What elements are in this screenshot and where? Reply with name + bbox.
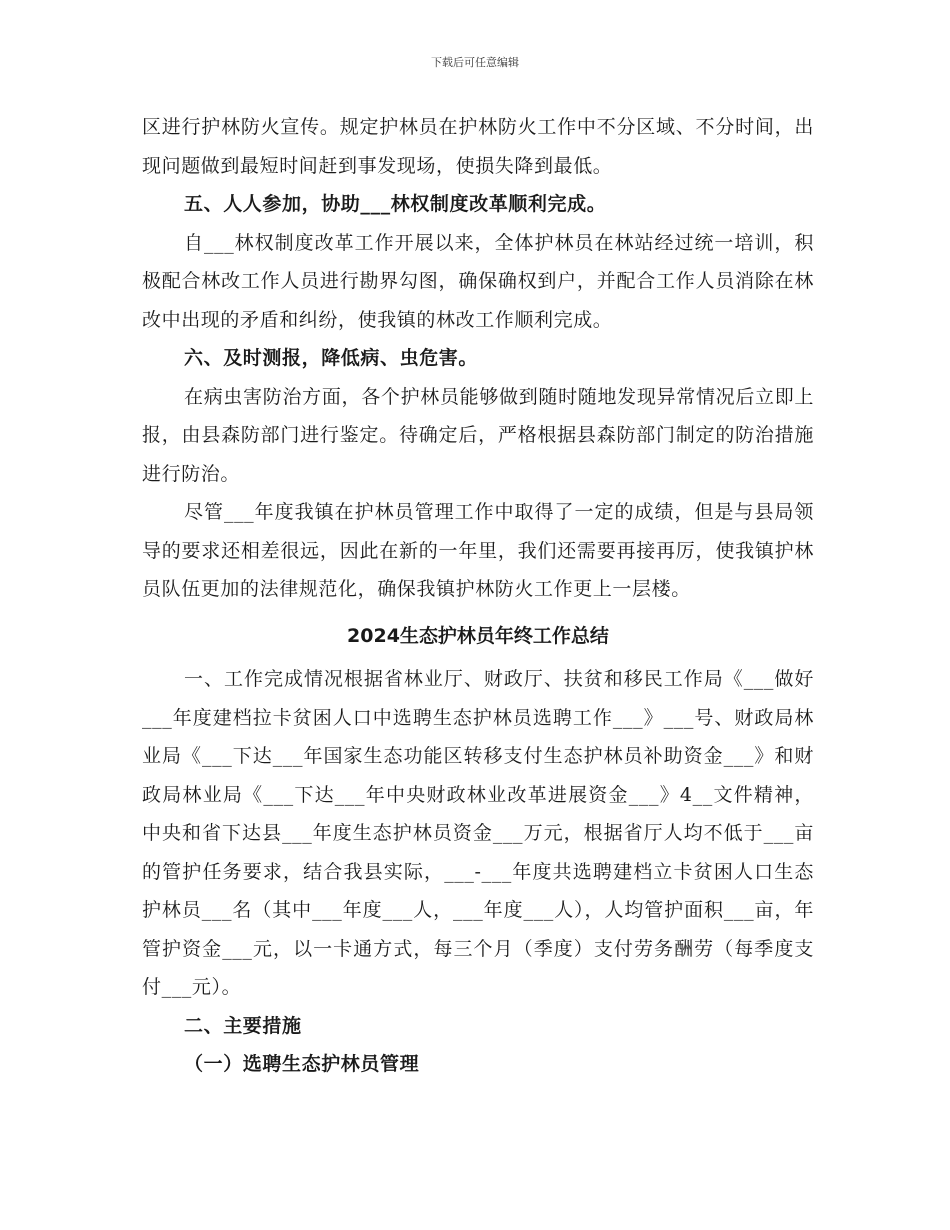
paragraph-forest-reform: 自___林权制度改革工作开展以来，全体护林员在林站经过统一培训，积极配合林改工作人员进行勘界勾图，确保确权到户，并配合工作人员消除在林改中出现的矛盾和纠纷，使我镇的林改工作顺利完成。	[142, 231, 814, 331]
paragraph-fire-publicity: 区进行护林防火宣传。规定护林员在护林防火工作中不分区域、不分时间，出现问题做到最短时间赶到事发现场，使损失降到最低。	[142, 116, 814, 177]
heading-main-measures: 二、主要措施	[184, 1014, 302, 1037]
heading-section-five: 五、人人参加，协助___林权制度改革顺利完成。	[184, 193, 607, 215]
heading-ranger-selection: （一）选聘生态护林员管理	[184, 1053, 420, 1075]
document-body	[142, 108, 814, 1084]
paragraph-conclusion: 尽管___年度我镇在护林员管理工作中取得了一定的成绩，但是与县局领导的要求还相差很远，因此在新的一年里，我们还需要再接再厉，使我镇护林员队伍更加的法律规范化，确保我镇护林防火工作更上一层楼。	[142, 501, 814, 600]
paragraph-work-completion: 一、工作完成情况根据省林业厅、财政厅、扶贫和移民工作局《___做好___年度建档拉卡贫困人口中选聘生态护林员选聘工作___》___号、财政局林业局《___下达___年国家生态功能区转移支付生态护林员补助资金___》和财政局林业局《___下达___年中央财政林业改革进展资金___》4__文件精神，中央和省下达县___年度生态护林员资金___万元，根据省厅人均不低于___亩的管护任务要求，结合我县实际，___-___年度共选聘建档立卡贫困人口生态护林员___名（其中___年度___人，___年度___人），人均管护面积___亩，年管护资金___元，以一卡通方式，每三个月（季度）支付劳务酬劳（每季度支付___元）。	[142, 668, 814, 998]
heading-section-six: 六、及时测报，降低病、虫危害。	[184, 347, 479, 369]
document-title: 2024生态护林员年终工作总结	[347, 624, 609, 647]
page-header-note: 下载后可任意编辑	[431, 56, 519, 69]
paragraph-pest-control: 在病虫害防治方面，各个护林员能够做到随时随地发现异常情况后立即上报，由县森防部门进行鉴定。待确定后，严格根据县森防部门制定的防治措施进行防治。	[142, 385, 814, 485]
